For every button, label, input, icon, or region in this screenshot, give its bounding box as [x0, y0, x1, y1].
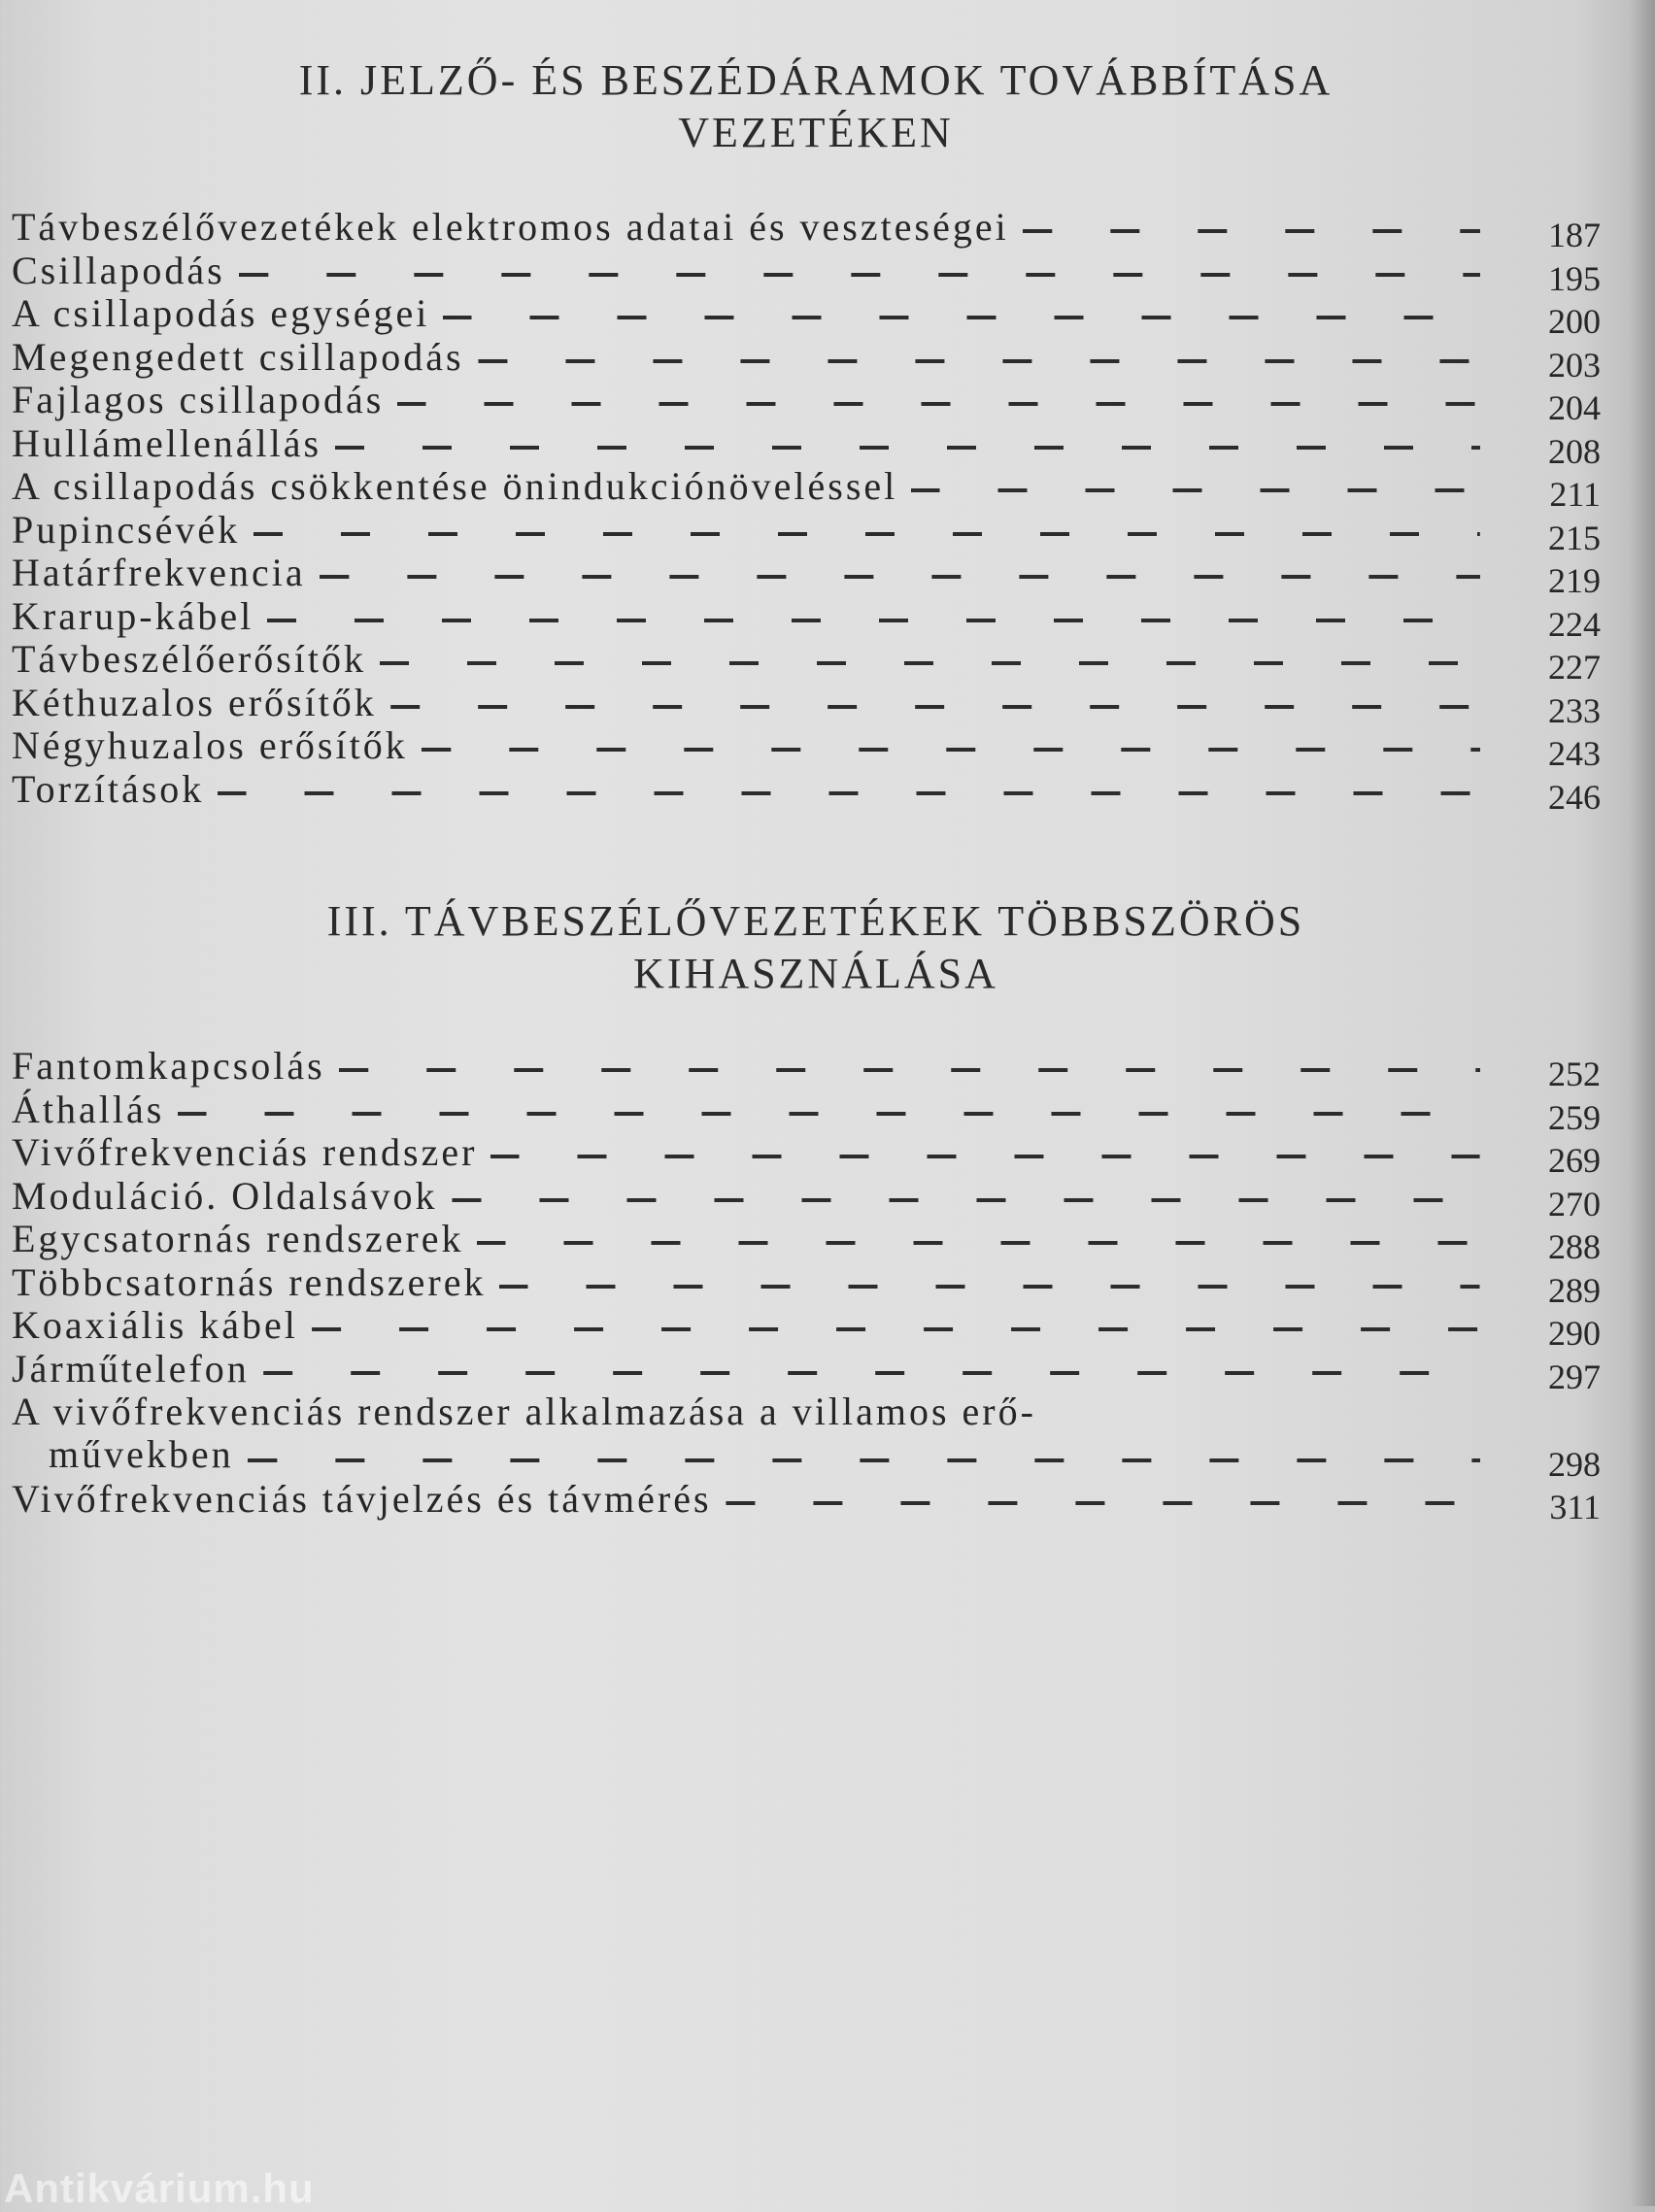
toc-row — [0, 1044, 1655, 1093]
toc-page-number: 311 — [1549, 1488, 1601, 1526]
toc-entry-title: Vivőfrekvenciás távjelzés és távmérés — [12, 1477, 712, 1521]
section-2-title — [175, 54, 1457, 159]
toc-leader-dashes — [178, 1112, 1480, 1116]
toc-entry-title: Torzítások — [12, 766, 205, 811]
toc-page-number: 233 — [1548, 690, 1601, 730]
toc-leader-dashes — [397, 402, 1480, 406]
toc-entry-title: Vivőfrekvenciás rendszer — [12, 1130, 478, 1174]
toc-row — [0, 1087, 1655, 1137]
section-2-toc — [0, 205, 1655, 817]
toc-entry-title: Távbeszélővezetékek elektromos adatai és veszteségei — [12, 205, 1009, 249]
toc-entry-title: A csillapodás csökkentése önindukciónöveléssel — [12, 464, 898, 508]
toc-entry-title: Fantomkapcsolás — [12, 1044, 325, 1088]
toc-entry-title: Hullámellenállás — [12, 420, 322, 465]
toc-leader-dashes — [1023, 229, 1480, 233]
toc-row — [0, 291, 1655, 341]
toc-page-number: 252 — [1548, 1055, 1601, 1093]
toc-leader-dashes — [443, 316, 1480, 319]
toc-leader-dashes — [477, 1241, 1480, 1245]
section-3-title-line1: III. TÁVBESZÉLŐVEZETÉKEK TÖBBSZÖRÖS — [326, 897, 1305, 945]
toc-entry-title: A csillapodás egységei — [12, 291, 430, 335]
toc-entry-title: A vivőfrekvenciás rendszer alkalmazása a villamos erő- — [12, 1390, 1036, 1433]
toc-row — [0, 593, 1655, 644]
section-3-toc — [0, 1044, 1655, 1526]
toc-entry-title: Egycsatornás rendszerek — [12, 1217, 464, 1260]
toc-leader-dashes — [911, 488, 1480, 492]
section-3-title — [175, 895, 1457, 1000]
toc-entry-title: Járműtelefon — [12, 1346, 250, 1391]
toc-row — [0, 1346, 1655, 1396]
toc-leader-dashes — [312, 1327, 1480, 1331]
toc-page-number: 208 — [1548, 431, 1601, 471]
toc-page-number: 224 — [1548, 604, 1601, 644]
toc-leader-dashes — [380, 661, 1480, 665]
toc-leader-dashes — [499, 1285, 1480, 1289]
toc-leader-dashes — [335, 446, 1480, 450]
toc-row — [0, 1259, 1655, 1310]
toc-row — [0, 723, 1655, 773]
toc-row — [0, 1303, 1655, 1353]
toc-entry-title: Négyhuzalos erősítők — [12, 723, 408, 767]
toc-leader-dashes — [422, 748, 1480, 752]
toc-row — [0, 464, 1655, 514]
toc-leader-dashes — [339, 1068, 1480, 1072]
toc-entry-title: Áthallás — [12, 1087, 165, 1131]
toc-row — [0, 334, 1655, 385]
toc-page-number: 290 — [1548, 1314, 1601, 1353]
toc-page-number: 269 — [1548, 1141, 1601, 1180]
toc-leader-dashes — [490, 1155, 1480, 1158]
toc-row — [0, 205, 1655, 254]
toc-page-number: 243 — [1548, 734, 1601, 773]
toc-page-number: 200 — [1548, 302, 1601, 341]
toc-row — [0, 1477, 1655, 1526]
toc-row — [0, 766, 1655, 817]
toc-page-number: 246 — [1548, 777, 1601, 817]
toc-row — [0, 378, 1655, 427]
toc-entry-title: Távbeszélőerősítők — [12, 637, 366, 681]
section-2-title-line1: II. JELZŐ- ÉS BESZÉDÁRAMOK TOVÁBBÍTÁSA — [298, 56, 1334, 104]
section-2-title-line2: VEZETÉKEN — [678, 109, 954, 156]
toc-leader-dashes — [253, 532, 1480, 536]
toc-row — [0, 420, 1655, 471]
section-3-title-line2: KIHASZNÁLÁSA — [633, 950, 998, 997]
toc-entry-title: Kéthuzalos erősítők — [12, 680, 377, 724]
toc-page-number: 227 — [1548, 648, 1601, 687]
toc-page-number: 297 — [1548, 1357, 1601, 1396]
watermark: Antikvárium.hu — [4, 2165, 315, 2211]
toc-leader-dashes — [267, 619, 1480, 622]
toc-entry-title: Fajlagos csillapodás — [12, 378, 385, 421]
toc-page-number: 298 — [1548, 1445, 1601, 1484]
toc-page-number: 211 — [1549, 475, 1601, 514]
toc-entry-title: Pupincsévék — [12, 507, 241, 552]
toc-page-number: 219 — [1548, 561, 1601, 600]
toc-page-number: 195 — [1548, 258, 1601, 298]
toc-row — [0, 1217, 1655, 1266]
toc-page-number: 259 — [1548, 1097, 1601, 1137]
toc-row — [0, 1390, 1655, 1484]
toc-row — [0, 637, 1655, 687]
toc-page-number: 203 — [1548, 345, 1601, 385]
toc-row — [0, 551, 1655, 600]
toc-page-number: 204 — [1548, 388, 1601, 427]
toc-row — [0, 680, 1655, 730]
toc-leader-dashes — [390, 705, 1480, 709]
toc-leader-dashes — [248, 1458, 1480, 1462]
toc-leader-dashes — [726, 1501, 1480, 1505]
toc-row — [0, 507, 1655, 557]
toc-page-number: 289 — [1548, 1270, 1601, 1310]
toc-row — [0, 1173, 1655, 1223]
toc-row — [0, 248, 1655, 298]
toc-leader-dashes — [478, 359, 1480, 363]
toc-leader-dashes — [218, 791, 1480, 795]
toc-entry-title: Határfrekvencia — [12, 551, 306, 594]
toc-leader-dashes — [239, 273, 1480, 277]
toc-leader-dashes — [320, 575, 1480, 579]
toc-entry-title: Csillapodás — [12, 248, 225, 292]
toc-page-number: 288 — [1548, 1227, 1601, 1266]
toc-entry-title-line2: művekben — [49, 1432, 234, 1476]
toc-page-number: 270 — [1548, 1184, 1601, 1223]
toc-entry-title: Megengedett csillapodás — [12, 334, 464, 379]
toc-entry-title: Többcsatornás rendszerek — [12, 1259, 487, 1304]
toc-entry-title: Koaxiális kábel — [12, 1303, 298, 1347]
toc-row — [0, 1130, 1655, 1180]
toc-leader-dashes — [263, 1371, 1480, 1375]
toc-page-number: 187 — [1548, 216, 1601, 254]
toc-entry-title: Moduláció. Oldalsávok — [12, 1173, 438, 1218]
toc-page-number: 215 — [1548, 518, 1601, 557]
toc-entry-title: Krarup-kábel — [12, 593, 254, 638]
toc-leader-dashes — [452, 1198, 1481, 1202]
